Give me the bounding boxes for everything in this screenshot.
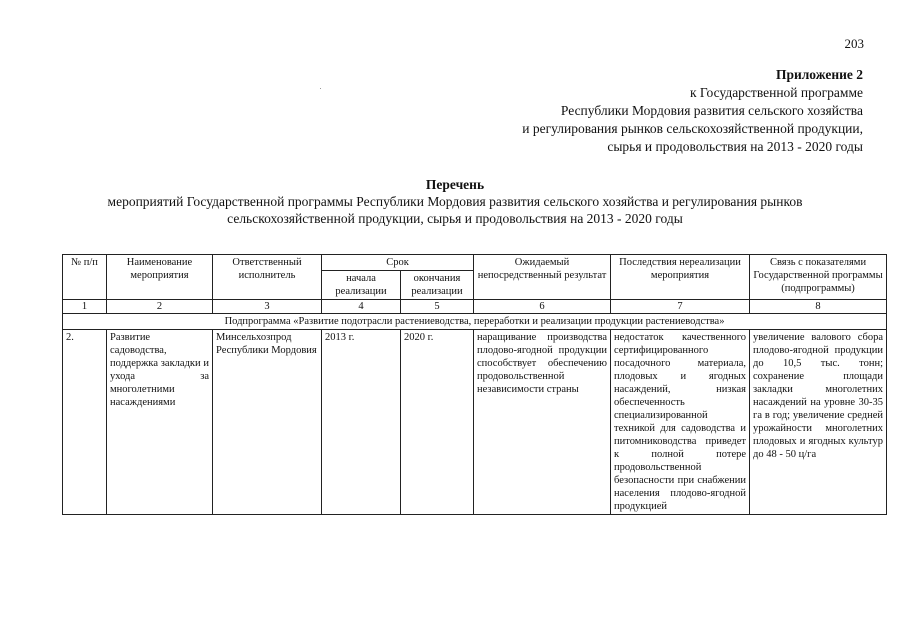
appendix-line: и регулирования рынков сельскохозяйственной продукции, — [522, 121, 863, 136]
column-number: 3 — [213, 300, 322, 314]
header-result: Ожидаемый непосредственный результат — [474, 255, 611, 300]
cell-consequences: недостаток качественного сертифицированного посадочного материала, плодовых и ягодных насаждений, низкая обеспеченность специализированной техникой для садоводства и питомниководства приведет к полной потере продовольственной безопасности при снабжении населения плодово-ягодной продукцией — [611, 330, 750, 515]
title-line: мероприятий Государственной программы Республики Мордовия развития сельского хозяйства и регулирования рынков — [107, 194, 803, 209]
subprogram-row — [63, 314, 887, 330]
column-number: 7 — [611, 300, 750, 314]
cell-number: 2. — [63, 330, 107, 515]
column-number: 1 — [63, 300, 107, 314]
header-term: Срок — [322, 255, 474, 271]
column-number-row — [63, 300, 887, 314]
column-number: 2 — [107, 300, 213, 314]
header-term-start: начала реализации — [322, 271, 401, 300]
header-consequences: Последствия нереализации мероприятия — [611, 255, 750, 300]
cell-executor: Минсельхозпрод Республики Мордовия — [213, 330, 322, 515]
header-number: № п/п — [63, 255, 107, 300]
document-title — [40, 176, 870, 227]
scan-speck — [320, 88, 321, 89]
table-row — [63, 330, 887, 515]
title-line: сельскохозяйственной продукции, сырья и продовольствия на 2013 - 2020 годы — [227, 211, 683, 226]
header-link: Связь с показателями Государственной программы (подпрограммы) — [750, 255, 887, 300]
cell-end: 2020 г. — [401, 330, 474, 515]
title-heading: Перечень — [425, 177, 485, 192]
column-number: 5 — [401, 300, 474, 314]
cell-start: 2013 г. — [322, 330, 401, 515]
appendix-block — [522, 66, 863, 156]
appendix-line: Республики Мордовия развития сельского хозяйства — [560, 103, 863, 118]
header-executor: Ответственный исполнитель — [213, 255, 322, 300]
header-row — [63, 255, 887, 271]
column-number: 4 — [322, 300, 401, 314]
appendix-heading: Приложение 2 — [775, 67, 863, 82]
column-number: 8 — [750, 300, 887, 314]
subprogram-title: Подпрограмма «Развитие подотрасли растениеводства, переработки и реализации продукции растениеводства» — [63, 314, 887, 330]
appendix-line: сырья и продовольствия на 2013 - 2020 годы — [607, 139, 863, 154]
cell-link: увеличение валового сбора плодово-ягодной продукции до 10,5 тыс. тонн; сохранение площади закладки многолетних насаждений на уровне 30-35 га в год; увеличение средней урожайности многолетних плодовых и ягодных культур до 48 - 50 ц/га — [750, 330, 887, 515]
header-term-end: окончания реализации — [401, 271, 474, 300]
page-number: 203 — [844, 36, 864, 51]
column-number: 6 — [474, 300, 611, 314]
appendix-line: к Государственной программе — [689, 85, 863, 100]
header-name: Наименование мероприятия — [107, 255, 213, 300]
cell-result: наращивание производства плодово-ягодной продукции способствует обеспечению продовольственной независимости страны — [474, 330, 611, 515]
cell-name: Развитие садоводства, поддержка закладки и ухода за многолетними насаждениями — [107, 330, 213, 515]
measures-table — [62, 254, 887, 515]
